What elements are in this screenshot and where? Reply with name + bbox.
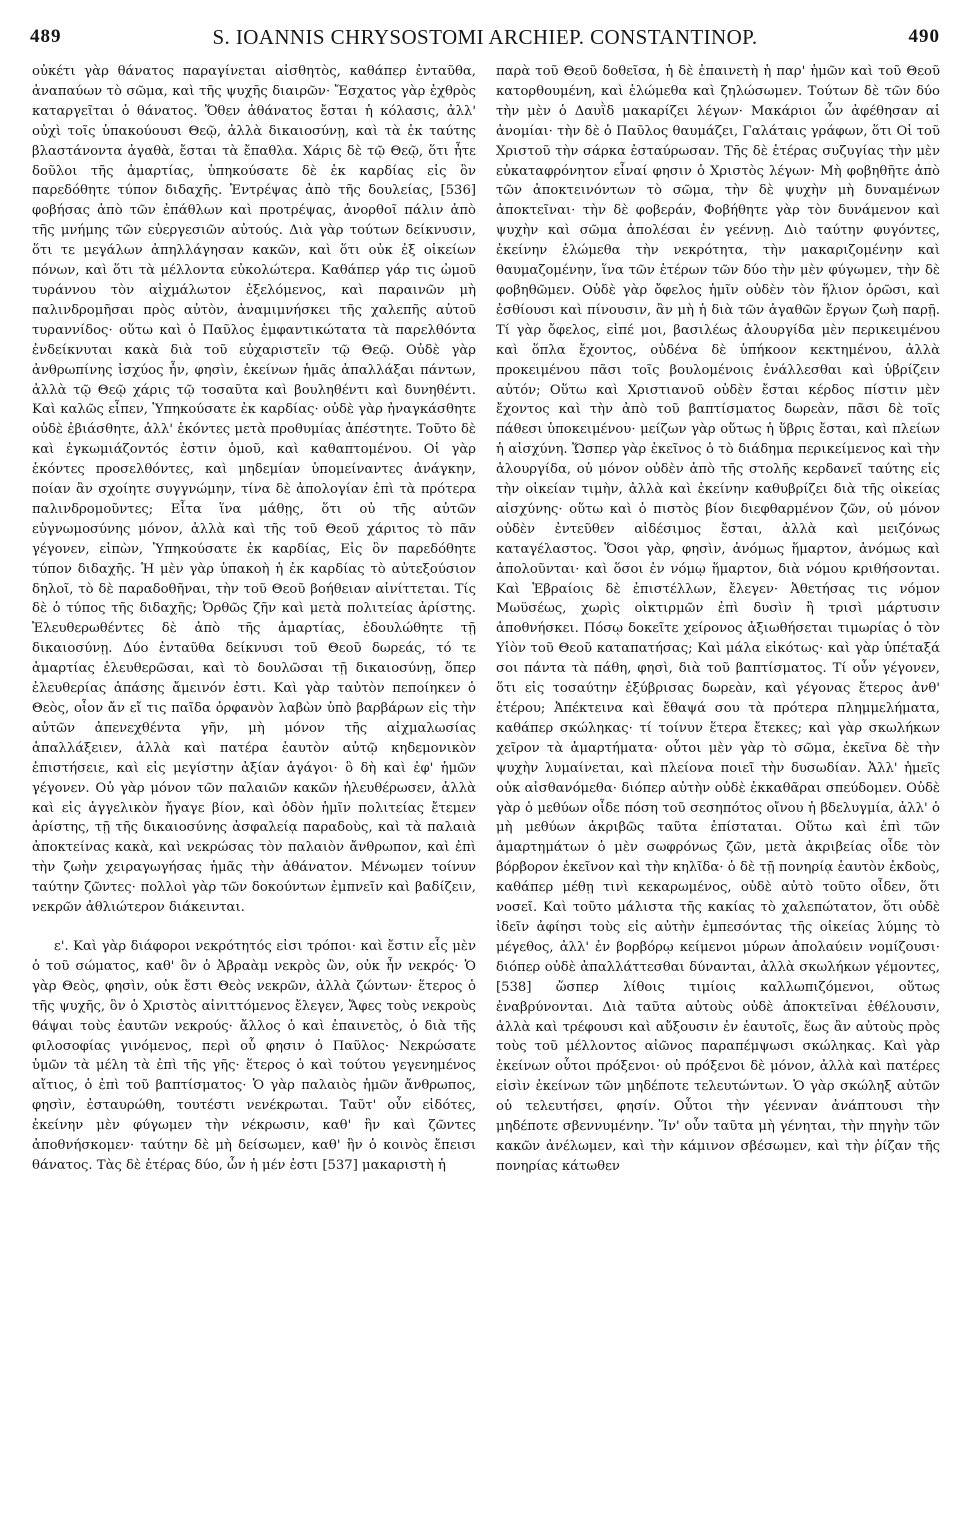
right-column bbox=[496, 62, 940, 1532]
left-paragraph-2: ε'. Καὶ γὰρ διάφοροι νεκρότητός εἰσι τρόποι· καὶ ἔστιν εἷς μὲν ὁ τοῦ σώματος, καθ' ὃν ὁ Ἀβραὰμ νεκρὸς ὢν, οὐκ ἦν νεκρός· Ὁ γὰρ Θεὸς, φησὶν, οὐκ ἔστι Θεὸς νεκρῶν, ἀλλὰ ζώντων· ἕτερος ὁ τῆς ψυχῆς, ὃν ὁ Χριστὸς αἰνιττόμενος ἔλεγεν, Ἄφες τοὺς νεκροὺς θάψαι τοὺς ἑαυτῶν νεκρούς· ἄλλος ὁ καὶ ἐπαινετὸς, ὁ διὰ τῆς φιλοσοφίας γινόμενος, περὶ οὗ φησιν ὁ Παῦλος· Νεκρώσατε ὑμῶν τὰ μέλη τὰ ἐπὶ τῆς γῆς· ἕτερος ὁ καὶ τούτου γεγενημένος αἴτιος, ὁ ἐπὶ τοῦ βαπτίσματος· Ὁ γὰρ παλαιὸς ἡμῶν ἄνθρωπος, φησὶν, ἐσταυρώθη, τουτέστι νενέκρωται. Ταῦτ' οὖν εἰδότες, ἐκείνην μὲν φύγωμεν τὴν νέκρωσιν, καθ' ἣν καὶ ζῶντες ἀποθνήσκομεν· ταύτην δὲ μὴ δείσωμεν, καθ' ἣν ὁ κοινὸς ἔπεισι θάνατος. Τὰς δὲ ἑτέρας δύο, ὧν ἡ μέν ἐστι [537] μακαριστὴ ἡ bbox=[32, 938, 476, 1173]
running-title: S. IOANNIS CHRYSOSTOMI ARCHIEP. CONSTANTINOP. bbox=[212, 24, 758, 49]
left-paragraph-1: οὐκέτι γὰρ θάνατος παραγίνεται αἰσθητὸς, καθάπερ ἐνταῦθα, ἀναπαύων τὸ σῶμα, καὶ τῆς ψυχῆς διαιρῶν· Ἔσχατος γὰρ ἐχθρὸς καταργεῖται ὁ θάνατος. Ὅθεν ἀθάνατος ἔσται ἡ κόλασις, ἀλλ' οὐχὶ τοῖς ὑπακούουσι Θεῷ, ἀλλὰ δικαιοσύνῃ, καὶ τὰ ἐκ ταύτης βλαστάνοντα ἀγαθὰ, ἔσται τὰ ἔπαθλα. Χάρις δὲ τῷ Θεῷ, ὅτι ἦτε δοῦλοι τῆς ἁμαρτίας, ὑπηκούσατε δὲ ἐκ καρδίας εἰς ὃν παρεδόθητε τύπον διδαχῆς. Ἐντρέψας ἀπὸ τῆς δουλείας, [536] φοβήσας ἀπὸ τῶν ἐπάθλων καὶ προτρέψας, ἀνορθοῖ πάλιν ἀπὸ τῆς μνήμης τῶν εὐεργεσιῶν αὐτούς. Διὰ γὰρ τούτων δείκνυσιν, ὅτι τε μεγάλων ἀπηλλάγησαν κακῶν, καὶ ὅτι οὐκ ἐξ οἰκείων πόνων, καὶ ὅτι τὰ μέλλοντα εὐκολώτερα. Καθάπερ γάρ τις ὠμοῦ τυράννου τὸν αἰχμάλωτον ἐξελόμενος, καὶ παραινῶν μὴ παλινδρομῆσαι πρὸς αὐτὸν, ἀναμιμνήσκει τῆς χαλεπῆς αὐτοῦ τυραννίδος· οὕτω καὶ ὁ Παῦλος ἐμφαντικώτατα τὰ παρελθόντα ἐνδείκνυται κακὰ διὰ τοῦ εὐχαριστεῖν τῷ Θεῷ. Οὐδὲ γὰρ ἀνθρωπίνης ἰσχύος ἦν, φησὶν, ἐκείνων ἡμᾶς ἀπαλλάξαι πάντων, ἀλλὰ τῷ Θεῷ χάρις τῷ τοσαῦτα καὶ βουληθέντι καὶ δυνηθέντι. Καὶ καλῶς εἶπεν, Ὑπηκούσατε ἐκ καρδίας· οὐδὲ γὰρ ἠναγκάσθητε οὐδὲ ἐβιάσθητε, ἀλλ' ἑκόντες μετὰ προθυμίας ἀπέστητε. Τοῦτο δὲ καὶ ἐγκωμιάζοντός ἐστιν ὁμοῦ, καὶ καθαπτομένου. Οἱ γὰρ ἑκόντες προσελθόντες, καὶ μηδεμίαν ὑπομείναντες ἀνάγκην, ποίαν ἂν σχοίητε συγγνώμην, τίνα δὲ ἀπολογίαν ἐπὶ τὰ πρότερα παλινδρομοῦντες; Εἶτα ἵνα μάθῃς, ὅτι οὐ τῆς αὐτῶν εὐγνωμοσύνης μόνον, ἀλλὰ καὶ τῆς τοῦ Θεοῦ χάριτος τὸ πᾶν γέγονεν, εἰπὼν, Ὑπηκούσατε ἐκ καρδίας, Εἰς ὃν παρεδόθητε τύπον διδαχῆς. Ἡ μὲν γὰρ ὑπακοὴ ἡ ἐκ καρδίας τὸ αὐτεξούσιον δηλοῖ, τὸ δὲ παραδοθῆναι, τὴν τοῦ Θεοῦ βοήθειαν αἰνίττεται. Τίς δὲ ὁ τύπος τῆς διδαχῆς; Ὀρθῶς ζῆν καὶ μετὰ πολιτείας ἀρίστης. Ἐλευθερωθέντες δὲ ἀπὸ τῆς ἁμαρτίας, ἐδουλώθητε τῇ δικαιοσύνῃ. Δύο ἐνταῦθα δείκνυσι τοῦ Θεοῦ δωρεάς, τό τε ἁμαρτίας ἐλευθερῶσαι, καὶ τὸ δουλῶσαι τῇ δικαιοσύνῃ, ὅπερ ἐλευθερίας ἁπάσης ἄμεινόν ἐστι. Καὶ γὰρ ταὐτὸν πεποίηκεν ὁ Θεὸς, οἷον ἄν εἴ τις παῖδα ὀρφανὸν λαβὼν ὑπὸ βαρβάρων εἰς τὴν αὐτῶν ἀπενεχθέντα γῆν, μὴ μόνον τῆς αἰχμαλωσίας ἀπαλλάξειεν, ἀλλὰ καὶ πατέρα ἑαυτὸν αὐτῷ κηδεμονικὸν ἐπιστήσειε, καὶ εἰς μεγίστην ἀξίαν ἀγάγοι· ὃ δὴ καὶ ἐφ' ἡμῶν γέγονεν. Οὐ γὰρ μόνον τῶν παλαιῶν κακῶν ἠλευθέρωσεν, ἀλλὰ καὶ εἰς ἀγγελικὸν ἤγαγε βίον, καὶ ὁδὸν ἡμῖν πολιτείας ἔτεμεν ἀρίστης, τῇ τῆς δικαιοσύνης ἀσφαλείᾳ παραδοὺς, καὶ τὰ παλαιὰ ἀποκτείνας κακὰ, καὶ νεκρώσας τὸν παλαιὸν ἄνθρωπον, καὶ ἐπὶ τὴν ζωὴν χειραγωγήσας ἡμᾶς τὴν ἀθάνατον. Μένωμεν τοίνυν ταύτην ζῶντες· πολλοὶ γὰρ τῶν δοκούντων ἐμπνεῖν καὶ βαδίζειν, νεκρῶν ἀθλιώτερον διάκεινται. bbox=[32, 64, 476, 916]
page-number-left: 489 bbox=[30, 26, 62, 47]
right-paragraph-1: παρὰ τοῦ Θεοῦ δοθεῖσα, ἡ δὲ ἐπαινετὴ ἡ παρ' ἡμῶν καὶ τοῦ Θεοῦ κατορθουμένη, καὶ ἑλώμεθα καὶ ζηλώσωμεν. Τούτων δὲ τῶν δύο τὴν μὲν ὁ Δαυῒδ μακαρίζει λέγων· Μακάριοι ὧν ἀφέθησαν αἱ ἀνομίαι· τὴν δὲ ὁ Παῦλος θαυμάζει, Γαλάταις γράφων, ὅτι Οἱ τοῦ Χριστοῦ τὴν σάρκα ἐσταύρωσαν. Τῆς δὲ ἑτέρας συζυγίας τὴν μὲν εὐκαταφρόνητον εἶναί φησιν ὁ Χριστὸς λέγων· Μὴ φοβηθῆτε ἀπὸ τῶν ἀποκτεινόντων τὸ σῶμα, τὴν δὲ ψυχὴν μὴ δυναμένων ἀποκτεῖναι· τὴν δὲ φοβεράν, Φοβήθητε γὰρ τὸν δυνάμενον καὶ ψυχὴν καὶ σῶμα ἀπολέσαι ἐν γεέννῃ. Διὸ ταύτην φυγόντες, ἐκείνην ἑλώμεθα τὴν νεκρότητα, τὴν μακαριζομένην καὶ θαυμαζομένην, ἵνα τῶν ἑτέρων τῶν δύο τὴν μὲν φύγωμεν, τὴν δὲ φοβηθῶμεν. Οὐδὲ γὰρ ὄφελος ἡμῖν οὐδὲν τὸν ἥλιον ὁρῶσι, καὶ ἐσθίουσι καὶ πίνουσιν, ἂν μὴ ἡ διὰ τῶν ἀγαθῶν ἔργων ζωὴ παρῇ. Τί γὰρ ὄφελος, εἰπέ μοι, βασιλέως ἁλουργίδα μὲν περικειμένου καὶ ὅπλα ἔχοντος, οὐδένα δὲ ὑπήκοον κεκτημένου, ἀλλὰ προκειμένου πᾶσι τοῖς βουλομένοις ἐνάλλεσθαι καὶ ὑβρίζειν αὐτόν; Οὕτω καὶ Χριστιανοῦ οὐδὲν ἔσται κέρδος πίστιν μὲν ἔχοντος καὶ τὴν ἀπὸ τοῦ βαπτίσματος δωρεὰν, πᾶσι δὲ τοῖς πάθεσι ὑποκειμένου· μείζων γὰρ οὕτως ἡ ὕβρις ἔσται, καὶ πλείων ἡ αἰσχύνη. Ὥσπερ γὰρ ἐκεῖνος ὁ τὸ διάδημα περικείμενος καὶ τὴν ἁλουργίδα, οὐ μόνον οὐδὲν ἀπὸ τῆς στολῆς κερδανεῖ ταύτης εἰς τὴν οἰκείαν τιμὴν, ἀλλὰ καὶ ἐκείνην καθυβρίζει διὰ τῆς οἰκείας αἰσχύνης· οὕτω καὶ ὁ πιστὸς βίον διεφθαρμένον ζῶν, οὐ μόνον οὐδὲν ἐντεῦθεν αἰδέσιμος ἔσται, ἀλλὰ καὶ μειζόνως καταγέλαστος. Ὅσοι γὰρ, φησὶν, ἀνόμως ἥμαρτον, ἀνόμως καὶ ἀπολοῦνται· καὶ ὅσοι ἐν νόμῳ ἥμαρτον, διὰ νόμου κριθήσονται. Καὶ Ἑβραίοις δὲ ἐπιστέλλων, ἔλεγεν· Ἀθετήσας τις νόμον Μωϋσέως, χωρὶς οἰκτιρμῶν ἐπὶ δυσὶν ἢ τρισὶ μάρτυσιν ἀποθνήσκει. Πόσῳ δοκεῖτε χείρονος ἀξιωθήσεται τιμωρίας ὁ τὸν Υἱὸν τοῦ Θεοῦ καταπατήσας; Καὶ μάλα εἰκότως· καὶ γὰρ ὑπέταξά σοι πάντα τὰ πάθη, φησὶ, διὰ τοῦ βαπτίσματος. Τί οὖν γέγονεν, ὅτι εἰς τοσαύτην ἐξύβρισας δωρεὰν, καὶ γέγονας ἕτερος ἀνθ' ἑτέρου; Ἀπέκτεινα καὶ ἔθαψά σου τὰ πρότερα πλημμελήματα, καθάπερ σκώληκας· τί τοίνυν ἕτερα ἔτεκες; καὶ γὰρ σκωλήκων χεῖρον τὰ ἁμαρτήματα· οὗτοι μὲν γὰρ τὸ σῶμα, ἐκεῖνα δὲ τὴν ψυχὴν λυμαίνεται, καὶ πλείονα ποιεῖ τὴν δυσωδίαν. Ἀλλ' ἡμεῖς οὐκ αἰσθανόμεθα· διόπερ αὐτὴν οὐδὲ ἐκκαθᾶραι σπεύδομεν. Οὐδὲ γὰρ ὁ μεθύων οἶδε πόση τοῦ σεσηπότος οἴνου ἡ βδελυγμία, ἀλλ' ὁ μὴ μεθύων ἀκριβῶς ταῦτα ἐπίσταται. Οὕτω καὶ ἐπὶ τῶν ἁμαρτημάτων ὁ μὲν σωφρόνως ζῶν, μετὰ ἀκριβείας οἶδε τὸν βόρβορον ἐκεῖνον καὶ τὴν κηλῖδα· ὁ δὲ τῇ πονηρίᾳ ἑαυτὸν ἐκδοὺς, καθάπερ μέθῃ τινὶ κεκαρωμένος, οὐδὲ αὐτὸ τοῦτο οἶδεν, ὅτι νοσεῖ. Καὶ τοῦτο μάλιστα τῆς κακίας τὸ χαλεπώτατον, ὅτι οὐδὲ ἰδεῖν ἀφίησι τοὺς εἰς αὐτὴν ἐμπεσόντας τῆς οἰκείας λύμης τὸ μέγεθος, ἀλλ' ἐν βορβόρῳ κείμενοι μύρων ἀπολαύειν νομίζουσι· διόπερ οὐδὲ ἀπαλλάττεσθαι δύνανται, ἀλλὰ σκωλήκων γέμοντες, [538] ὥσπερ λίθοις τιμίοις καλλωπιζόμενοι, οὕτως ἐναβρύνονται. Διὰ ταῦτα αὐτοὺς οὐδὲ ἀποκτεῖναι ἐθέλουσιν, ἀλλὰ καὶ τρέφουσι καὶ αὔξουσιν ἐν ἑαυτοῖς, ἕως ἂν αὐτοὺς πρὸς τοὺς τοῦ μέλλοντος αἰῶνος παραπέμψωσι σκώληκας. Καὶ γὰρ ἐκείνων οὗτοι πρόξενοι· οὐ πρόξενοι δὲ μόνον, ἀλλὰ καὶ πατέρες εἰσὶν ἐκείνων τῶν μηδέποτε τελευτώντων. Ὁ γὰρ σκώληξ αὐτῶν οὐ τελευτήσει, φησίν. Οὗτοι τὴν γέενναν ἀνάπτουσι τὴν μηδέποτε σβεννυμένην. Ἵν' οὖν ταῦτα μὴ γένηται, τὴν πηγὴν τῶν κακῶν ἀνέλωμεν, καὶ τὴν κάμινον σβέσωμεν, καὶ τὴν ῥίζαν τῆς πονηρίας κάτωθεν bbox=[496, 64, 940, 1174]
page-number-right: 490 bbox=[908, 26, 940, 47]
left-column bbox=[32, 62, 476, 1532]
text-columns bbox=[32, 62, 940, 1532]
running-header bbox=[30, 22, 940, 52]
